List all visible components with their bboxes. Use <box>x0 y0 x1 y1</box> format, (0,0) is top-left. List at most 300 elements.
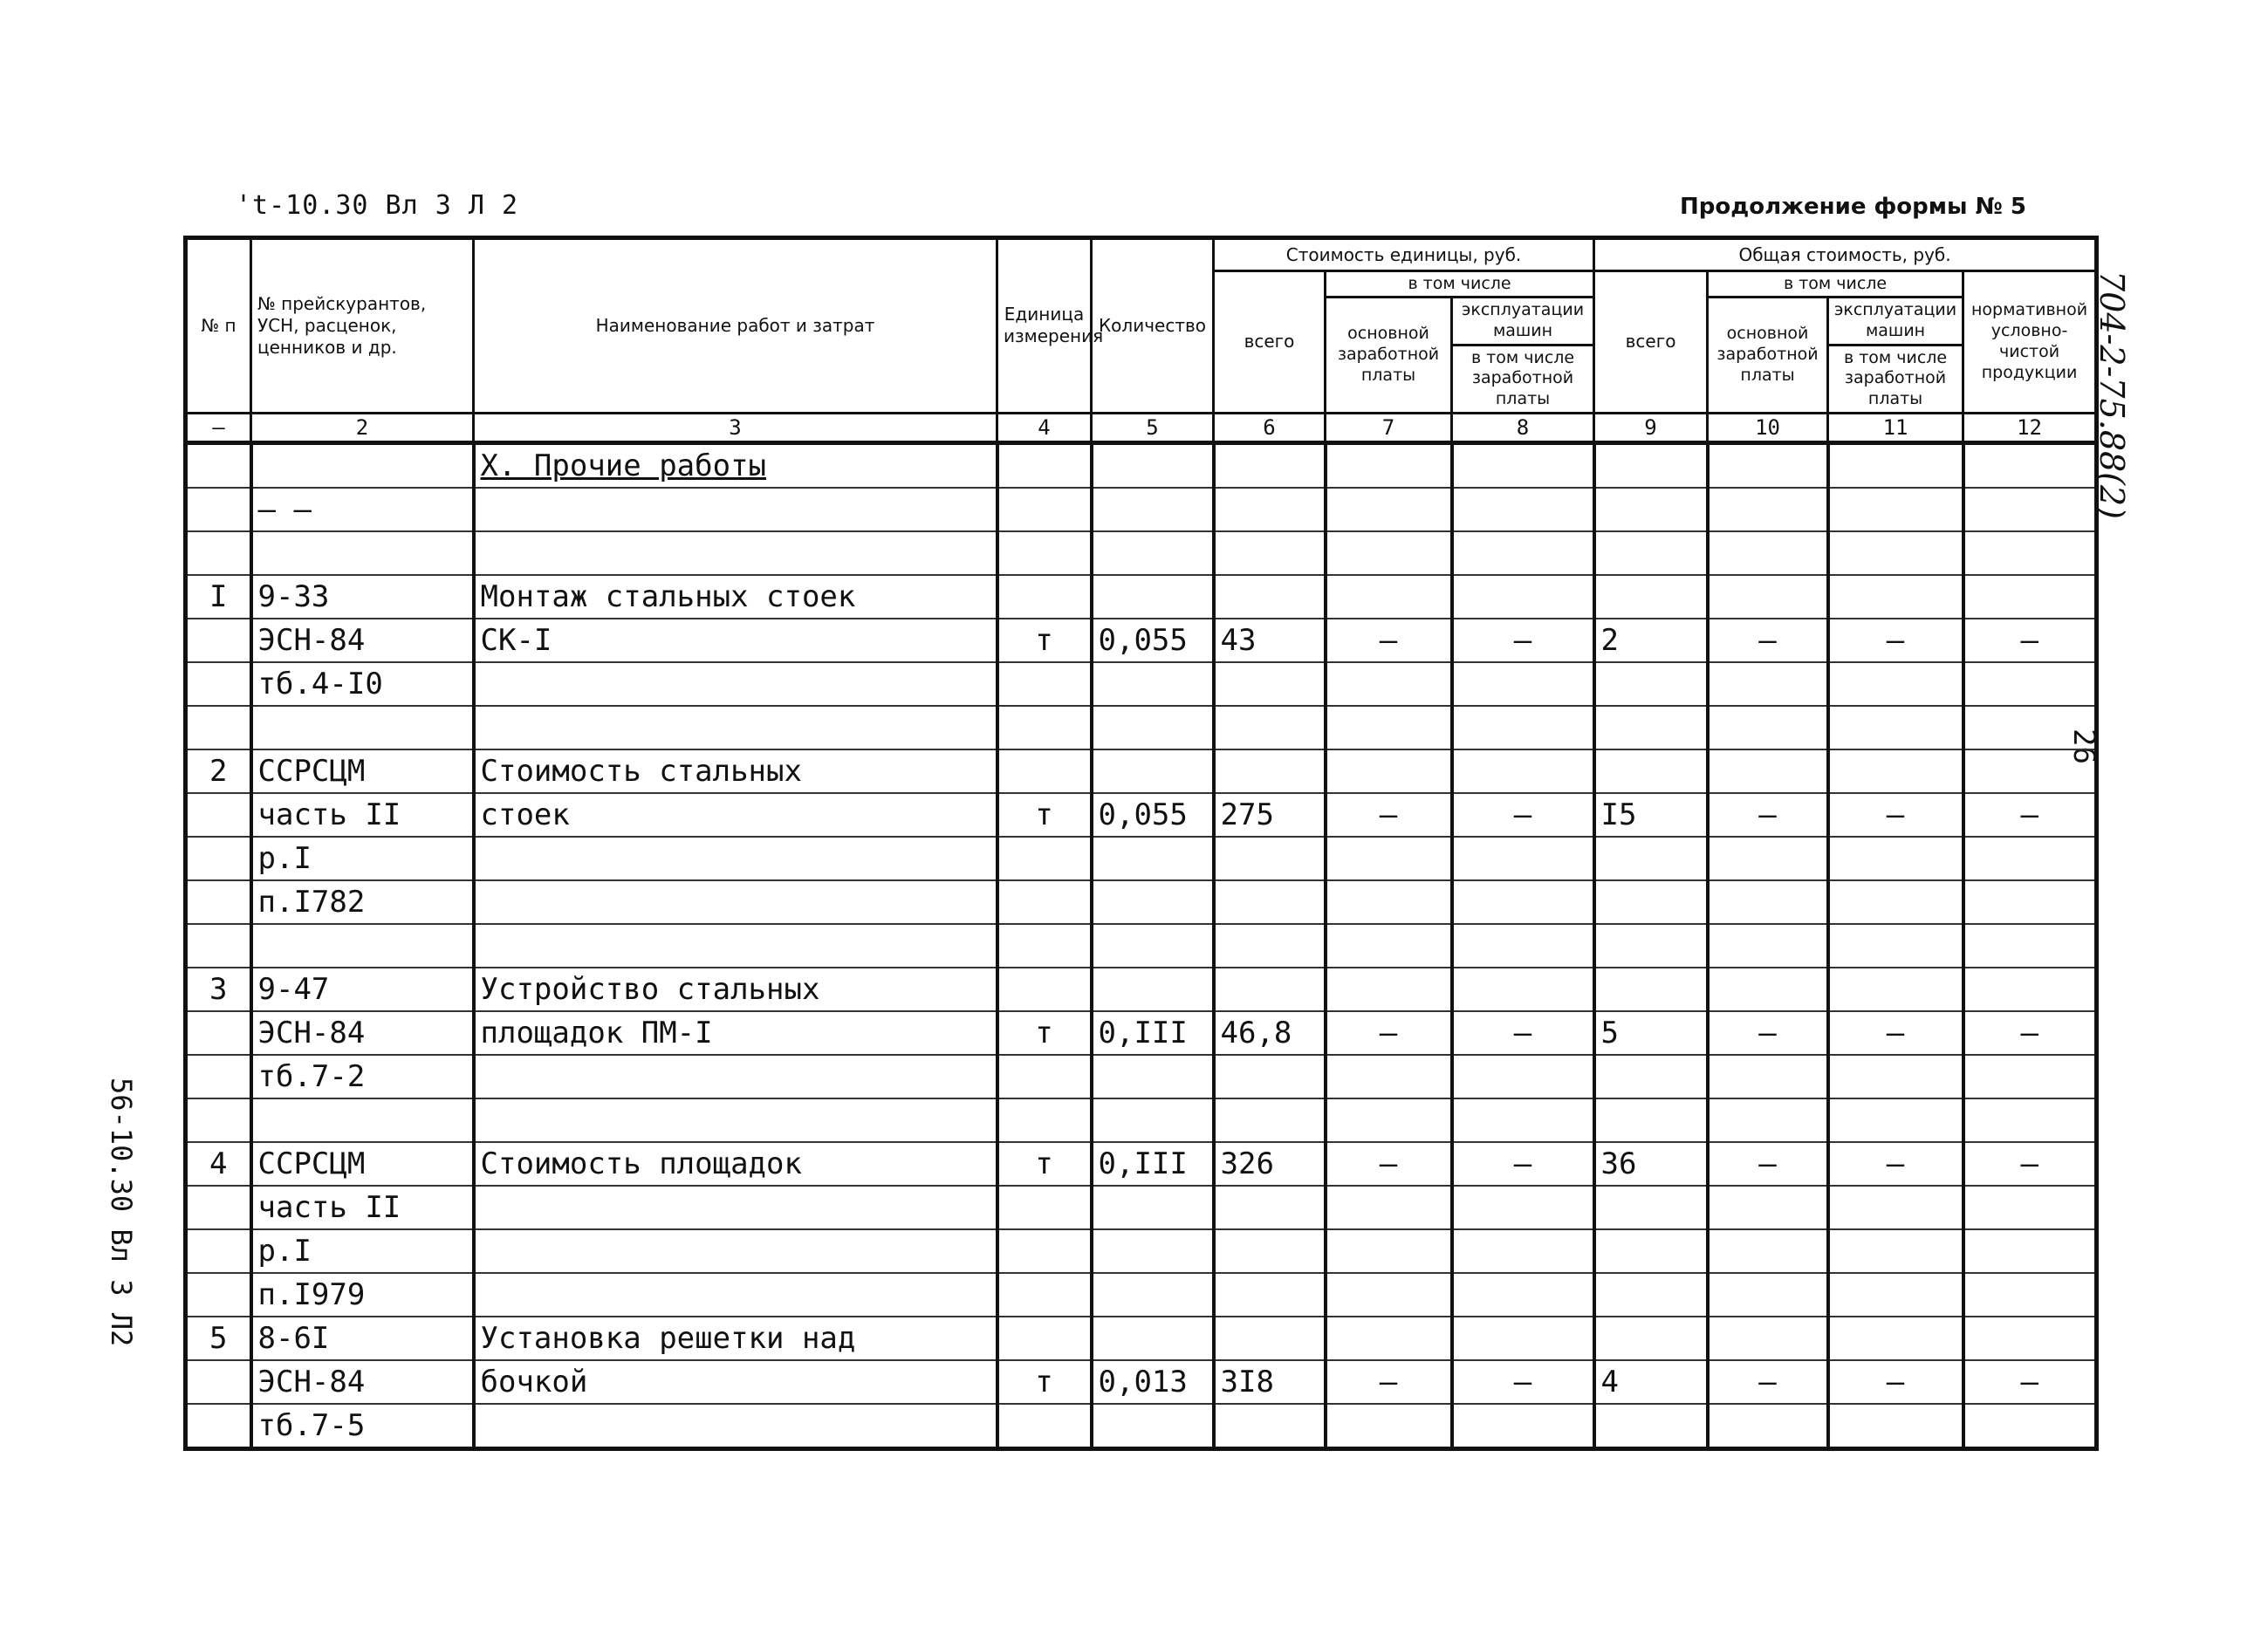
table-cell-col-4 <box>997 1055 1092 1098</box>
table-cell-col-4 <box>997 1273 1092 1317</box>
table-cell-col-3: бочкой <box>474 1360 997 1404</box>
table-cell-col-10 <box>1708 880 1828 924</box>
table-cell-col-9 <box>1594 575 1708 619</box>
table-cell-col-7 <box>1326 662 1452 706</box>
table-row <box>186 1360 2097 1404</box>
table-cell-col-2: р.I <box>251 1229 474 1273</box>
column-number-row <box>186 413 2097 442</box>
table-cell-col-2 <box>251 531 474 575</box>
table-cell-col-2: ЭСН-84 <box>251 1011 474 1055</box>
table-cell-col-11 <box>1828 488 1963 531</box>
col-number: 9 <box>1594 413 1708 442</box>
table-cell-col-5 <box>1092 1186 1214 1229</box>
table-cell-col-5 <box>1092 706 1214 749</box>
table-cell-col-6: 43 <box>1214 619 1326 662</box>
table-cell-col-4 <box>997 1404 1092 1449</box>
table-cell-col-12: – <box>1963 1011 2097 1055</box>
table-cell-col-5 <box>1092 1229 1214 1273</box>
table-cell-col-12 <box>1963 924 2097 968</box>
table-cell-col-2: 9-33 <box>251 575 474 619</box>
table-cell-col-4 <box>997 1229 1092 1273</box>
table-cell-col-4 <box>997 662 1092 706</box>
table-cell-col-12 <box>1963 1273 2097 1317</box>
table-cell-col-1 <box>186 531 251 575</box>
col-header-6: всего <box>1214 271 1326 414</box>
table-cell-col-11 <box>1828 880 1963 924</box>
section-title <box>474 442 997 488</box>
table-cell-col-6 <box>1214 1404 1326 1449</box>
table-cell-col-3: Стоимость стальных <box>474 749 997 793</box>
table-cell-col-8 <box>1452 924 1594 968</box>
table-cell-col-10 <box>1708 531 1828 575</box>
table-cell-col-7 <box>1326 880 1452 924</box>
table-cell-col-7 <box>1326 531 1452 575</box>
table-cell-col-12 <box>1963 531 2097 575</box>
table-cell-col-2: п.I782 <box>251 880 474 924</box>
table-cell-col-7 <box>1326 968 1452 1011</box>
table-cell-col-1 <box>186 1011 251 1055</box>
table-cell-col-1 <box>186 662 251 706</box>
table-cell-col-3 <box>474 880 997 924</box>
table-cell-col-5 <box>1092 968 1214 1011</box>
table-cell-col-12 <box>1963 662 2097 706</box>
table-cell-col-5 <box>1092 880 1214 924</box>
table-cell-col-4: т <box>997 1360 1092 1404</box>
col-header-8 <box>1452 298 1594 414</box>
table-cell-col-9: 2 <box>1594 619 1708 662</box>
table-cell-col-8 <box>1452 575 1594 619</box>
table-cell-col-2 <box>251 924 474 968</box>
table-cell-col-9 <box>1594 488 1708 531</box>
table-cell-col-9 <box>1594 1229 1708 1273</box>
table-cell-col-5: 0,013 <box>1092 1360 1214 1404</box>
table-cell-col-8: – <box>1452 1360 1594 1404</box>
table-cell-col-8 <box>1452 1098 1594 1142</box>
table-cell-col-7: – <box>1326 1360 1452 1404</box>
col-header-12: нормативной условно-чистой продукции <box>1963 271 2097 414</box>
table-cell-col-6 <box>1214 968 1326 1011</box>
table-cell-col-9: I5 <box>1594 793 1708 837</box>
table-row <box>186 924 2097 968</box>
table-cell-col-10: – <box>1708 1142 1828 1186</box>
table-cell-col-6 <box>1214 924 1326 968</box>
table-cell-col-12 <box>1963 1404 2097 1449</box>
table-cell-col-8 <box>1452 488 1594 531</box>
table-cell-col-11 <box>1828 706 1963 749</box>
table-cell-col-12 <box>1963 706 2097 749</box>
table-cell-col-3 <box>474 837 997 880</box>
table-cell-col-11 <box>1828 924 1963 968</box>
table-cell-col-6 <box>1214 1055 1326 1098</box>
table-cell-col-1 <box>186 619 251 662</box>
table-cell-col-4 <box>997 924 1092 968</box>
table-cell-col-2: тб.7-2 <box>251 1055 474 1098</box>
table-cell-col-7: – <box>1326 619 1452 662</box>
table-cell-col-9 <box>1594 837 1708 880</box>
table-cell-col-8 <box>1452 1229 1594 1273</box>
table-cell-col-4 <box>997 1317 1092 1360</box>
table-cell-col-11 <box>1828 1273 1963 1317</box>
table-cell-col-8 <box>1452 1317 1594 1360</box>
table-cell-col-1: 5 <box>186 1317 251 1360</box>
table-cell-col-10 <box>1708 575 1828 619</box>
table-cell-col-1 <box>186 1360 251 1404</box>
table-cell-col-10 <box>1708 1229 1828 1273</box>
table-cell-col-10 <box>1708 1404 1828 1449</box>
col-header-3: Наименование работ и затрат <box>474 238 997 414</box>
table-cell-col-12: – <box>1963 1360 2097 1404</box>
table-cell-col-7 <box>1326 749 1452 793</box>
col-header-11 <box>1828 298 1963 414</box>
table-cell-col-5 <box>1092 1317 1214 1360</box>
table-cell-col-5 <box>1092 1055 1214 1098</box>
table-cell-col-3 <box>474 706 997 749</box>
unit-cost-group-header: Стоимость единицы, руб. <box>1214 238 1594 271</box>
table-cell-col-10 <box>1708 1273 1828 1317</box>
table-cell-col-5 <box>1092 1404 1214 1449</box>
col-number: 8 <box>1452 413 1594 442</box>
table-cell-col-12 <box>1963 1317 2097 1360</box>
table-cell-col-4: т <box>997 1142 1092 1186</box>
table-row <box>186 575 2097 619</box>
table-cell-col-1 <box>186 1229 251 1273</box>
table-cell-col-4 <box>997 1098 1092 1142</box>
table-cell-col-8 <box>1452 837 1594 880</box>
table-cell-col-6: 326 <box>1214 1142 1326 1186</box>
col-number: 3 <box>474 413 997 442</box>
table-cell-col-10 <box>1708 662 1828 706</box>
table-cell-col-2: ЭСН-84 <box>251 619 474 662</box>
table-cell-col-9 <box>1594 662 1708 706</box>
table-cell-col-2 <box>251 706 474 749</box>
table-cell-col-12 <box>1963 880 2097 924</box>
table-cell-col-8 <box>1452 749 1594 793</box>
table-cell-col-6 <box>1214 1098 1326 1142</box>
table-cell-col-1 <box>186 1404 251 1449</box>
table-cell-col-11 <box>1828 1229 1963 1273</box>
col-number: 12 <box>1963 413 2097 442</box>
table-cell-col-7: – <box>1326 1142 1452 1186</box>
col-header-10: основной заработной платы <box>1708 298 1828 414</box>
col-number: 11 <box>1828 413 1963 442</box>
table-cell-col-5 <box>1092 1273 1214 1317</box>
table-cell-col-11: – <box>1828 1142 1963 1186</box>
table-cell-col-12 <box>1963 837 2097 880</box>
table-row <box>186 880 2097 924</box>
table-cell-col-12: – <box>1963 793 2097 837</box>
table-cell-col-2: ССРСЦМ <box>251 749 474 793</box>
table-cell-col-7 <box>1326 1229 1452 1273</box>
table-cell-col-1 <box>186 924 251 968</box>
table-cell-col-11 <box>1828 837 1963 880</box>
table-cell-col-6: 3I8 <box>1214 1360 1326 1404</box>
table-row <box>186 488 2097 531</box>
table-cell-col-10: – <box>1708 619 1828 662</box>
table-cell-col-3: Монтаж стальных стоек <box>474 575 997 619</box>
table-cell-col-10 <box>1708 837 1828 880</box>
col-header-11-top: эксплуатации машин <box>1829 298 1962 346</box>
table-cell-col-2: 8-6I <box>251 1317 474 1360</box>
col-number: 2 <box>251 413 474 442</box>
table-header <box>186 238 2097 443</box>
table-cell-col-11: – <box>1828 1360 1963 1404</box>
table-cell-col-2: п.I979 <box>251 1273 474 1317</box>
table-cell-col-5: 0,055 <box>1092 793 1214 837</box>
table-cell-col-3 <box>474 1229 997 1273</box>
table-row <box>186 531 2097 575</box>
table-cell-col-9 <box>1594 880 1708 924</box>
table-cell-col-3: Устройство стальных <box>474 968 997 1011</box>
section-title-text: Х. Прочие работы <box>480 448 767 483</box>
table-cell-col-9 <box>1594 706 1708 749</box>
table-cell-col-8 <box>1452 968 1594 1011</box>
table-cell-col-4 <box>997 1186 1092 1229</box>
table-cell-col-1 <box>186 1186 251 1229</box>
table-cell-col-2: часть II <box>251 793 474 837</box>
table-cell-col-2: р.I <box>251 837 474 880</box>
table-row <box>186 1404 2097 1449</box>
table-cell-col-10 <box>1708 1098 1828 1142</box>
table-cell-col-5 <box>1092 924 1214 968</box>
table-row <box>186 706 2097 749</box>
table-cell-col-2: ЭСН-84 <box>251 1360 474 1404</box>
table-row <box>186 1186 2097 1229</box>
table-cell-col-1: 3 <box>186 968 251 1011</box>
table-cell-col-2: ССРСЦМ <box>251 1142 474 1186</box>
table-cell-col-7: – <box>1326 793 1452 837</box>
table-cell-col-11 <box>1828 1404 1963 1449</box>
table-cell-col-10: – <box>1708 1011 1828 1055</box>
table-cell-col-10: – <box>1708 1360 1828 1404</box>
table-cell-col-1 <box>186 488 251 531</box>
col-header-5: Количество <box>1092 238 1214 414</box>
table-cell-col-8 <box>1452 880 1594 924</box>
table-cell-col-1: I <box>186 575 251 619</box>
table-cell-col-4: т <box>997 793 1092 837</box>
table-cell-col-3: Стоимость площадок <box>474 1142 997 1186</box>
table-cell-col-12 <box>1963 968 2097 1011</box>
table-cell-col-1 <box>186 793 251 837</box>
table-cell-col-4 <box>997 706 1092 749</box>
table-cell-col-5 <box>1092 1098 1214 1142</box>
table-cell-col-6 <box>1214 880 1326 924</box>
table-cell-col-9 <box>1594 1055 1708 1098</box>
table-cell-col-3: Установка решетки над <box>474 1317 997 1360</box>
table-cell-col-7 <box>1326 837 1452 880</box>
table-cell-col-9: 4 <box>1594 1360 1708 1404</box>
table-cell-col-8 <box>1452 531 1594 575</box>
table-cell-col-7: – <box>1326 1011 1452 1055</box>
table-cell-col-7 <box>1326 1273 1452 1317</box>
table-cell-col-2: — — <box>251 488 474 531</box>
table-cell-col-11: – <box>1828 1011 1963 1055</box>
col-number: 7 <box>1326 413 1452 442</box>
table-cell-col-12 <box>1963 575 2097 619</box>
table-cell-col-4 <box>997 531 1092 575</box>
table-cell-col-7 <box>1326 488 1452 531</box>
table-cell-col-3 <box>474 488 997 531</box>
col-number: 10 <box>1708 413 1828 442</box>
table-cell-col-7 <box>1326 1404 1452 1449</box>
section-row <box>186 442 2097 488</box>
table-cell-col-4: т <box>997 1011 1092 1055</box>
table-cell-col-3: стоек <box>474 793 997 837</box>
table-cell-col-4: т <box>997 619 1092 662</box>
table-cell-col-7 <box>1326 575 1452 619</box>
table-cell-col-11 <box>1828 749 1963 793</box>
table-cell-col-6 <box>1214 1317 1326 1360</box>
table-row <box>186 749 2097 793</box>
side-stamp-right-text: 704-2-75.88(2) <box>2093 270 2131 519</box>
form-caption: Продолжение формы № 5 <box>1680 194 2027 220</box>
table-cell-col-9 <box>1594 1317 1708 1360</box>
table-cell-col-12 <box>1963 1098 2097 1142</box>
table-cell-col-10 <box>1708 924 1828 968</box>
col-header-11-bottom: в том числе заработной платы <box>1843 347 1948 408</box>
table-cell-col-3 <box>474 662 997 706</box>
side-stamp-left: 56-10.30 Вл 3 Л2 <box>105 1078 138 1347</box>
estimate-table <box>183 236 2099 1451</box>
table-cell-col-10 <box>1708 1186 1828 1229</box>
table-cell-col-7 <box>1326 1317 1452 1360</box>
table-cell-col-6 <box>1214 1273 1326 1317</box>
table-row <box>186 1317 2097 1360</box>
table-cell-col-10 <box>1708 706 1828 749</box>
table-cell-col-7 <box>1326 1098 1452 1142</box>
table-cell-col-1 <box>186 880 251 924</box>
table-cell-col-7 <box>1326 924 1452 968</box>
col-header-9: всего <box>1594 271 1708 414</box>
table-cell-col-6: 275 <box>1214 793 1326 837</box>
table-row <box>186 1229 2097 1273</box>
table-cell-col-2: тб.4-I0 <box>251 662 474 706</box>
table-cell-col-12 <box>1963 1229 2097 1273</box>
table-cell-col-5 <box>1092 531 1214 575</box>
table-row <box>186 793 2097 837</box>
table-cell-col-3: площадок ПМ-I <box>474 1011 997 1055</box>
table-cell-col-7 <box>1326 1055 1452 1098</box>
table-cell-col-5 <box>1092 662 1214 706</box>
table-row <box>186 968 2097 1011</box>
table-cell-col-1 <box>186 1055 251 1098</box>
col-header-1: № п <box>186 238 251 414</box>
col-header-8-top: эксплуатации машин <box>1453 298 1593 346</box>
table-cell-col-10 <box>1708 1317 1828 1360</box>
table-cell-col-9 <box>1594 1273 1708 1317</box>
table-cell-col-8: – <box>1452 619 1594 662</box>
table-cell-col-8 <box>1452 662 1594 706</box>
table-cell-col-10 <box>1708 1055 1828 1098</box>
table-cell-col-3: СК-I <box>474 619 997 662</box>
table-cell-col-10: – <box>1708 793 1828 837</box>
col-number: 4 <box>997 413 1092 442</box>
table-cell-col-8 <box>1452 1186 1594 1229</box>
table-cell-col-6 <box>1214 1186 1326 1229</box>
table-cell-col-7 <box>1326 1186 1452 1229</box>
table-cell-col-6 <box>1214 1229 1326 1273</box>
table-cell-col-4 <box>997 488 1092 531</box>
table-cell-col-11 <box>1828 968 1963 1011</box>
col-header-4: Единица измерения <box>997 238 1092 414</box>
table-row <box>186 837 2097 880</box>
table-cell-col-8 <box>1452 706 1594 749</box>
col-header-8-bottom: в том числе заработной платы <box>1470 347 1575 408</box>
table-cell-col-3 <box>474 531 997 575</box>
table-cell-col-5: 0,III <box>1092 1142 1214 1186</box>
table-cell-col-8 <box>1452 1055 1594 1098</box>
unit-incl-header: в том числе <box>1326 271 1594 298</box>
table-cell-col-2: часть II <box>251 1186 474 1229</box>
table-cell-col-6 <box>1214 837 1326 880</box>
col-header-7: основной заработной платы <box>1326 298 1452 414</box>
table-row <box>186 662 2097 706</box>
table-cell-col-4 <box>997 575 1092 619</box>
table-cell-col-11: – <box>1828 793 1963 837</box>
table-cell-col-1 <box>186 1098 251 1142</box>
table-cell-col-5: 0,III <box>1092 1011 1214 1055</box>
table-cell-col-4 <box>997 749 1092 793</box>
table-cell-col-4 <box>997 968 1092 1011</box>
table-cell-col-7 <box>1326 706 1452 749</box>
table-cell-col-12 <box>1963 1055 2097 1098</box>
table-cell-col-2 <box>251 1098 474 1142</box>
table-cell-col-2: тб.7-5 <box>251 1404 474 1449</box>
table-cell-col-3 <box>474 1186 997 1229</box>
table-cell-col-9: 36 <box>1594 1142 1708 1186</box>
table-cell-col-10 <box>1708 968 1828 1011</box>
table-cell-col-6: 46,8 <box>1214 1011 1326 1055</box>
table-cell-col-8: – <box>1452 1011 1594 1055</box>
table-cell-col-1: 2 <box>186 749 251 793</box>
table-cell-col-11: – <box>1828 619 1963 662</box>
table-cell-col-12 <box>1963 749 2097 793</box>
table-cell-col-8 <box>1452 1273 1594 1317</box>
table-cell-col-3 <box>474 1404 997 1449</box>
table-cell-col-1: 4 <box>186 1142 251 1186</box>
table-cell-col-4 <box>997 837 1092 880</box>
table-cell-col-3 <box>474 924 997 968</box>
table-cell-col-5: 0,055 <box>1092 619 1214 662</box>
table-cell-col-9 <box>1594 1098 1708 1142</box>
table-cell-col-11 <box>1828 575 1963 619</box>
table-cell-col-9 <box>1594 968 1708 1011</box>
table-cell-col-9 <box>1594 749 1708 793</box>
table-cell-col-8: – <box>1452 793 1594 837</box>
table-cell-col-8 <box>1452 1404 1594 1449</box>
table-row <box>186 1098 2097 1142</box>
table-cell-col-11 <box>1828 662 1963 706</box>
table-cell-col-9 <box>1594 1186 1708 1229</box>
table-cell-col-4 <box>997 880 1092 924</box>
table-cell-col-3 <box>474 1273 997 1317</box>
table-body <box>186 442 2097 1448</box>
table-cell-col-11 <box>1828 531 1963 575</box>
table-cell-col-11 <box>1828 1055 1963 1098</box>
table-cell-col-3 <box>474 1055 997 1098</box>
table-cell-col-6 <box>1214 749 1326 793</box>
table-row <box>186 619 2097 662</box>
table-cell-col-12: – <box>1963 619 2097 662</box>
table-cell-col-6 <box>1214 575 1326 619</box>
col-header-2: № прейскурантов, УСН, расценок, ценников и др. <box>251 238 474 414</box>
table-row <box>186 1273 2097 1317</box>
table-row <box>186 1011 2097 1055</box>
table-cell-col-12 <box>1963 1186 2097 1229</box>
table-cell-col-8: – <box>1452 1142 1594 1186</box>
col-number: 6 <box>1214 413 1326 442</box>
table-cell-col-6 <box>1214 662 1326 706</box>
table-cell-col-5 <box>1092 488 1214 531</box>
